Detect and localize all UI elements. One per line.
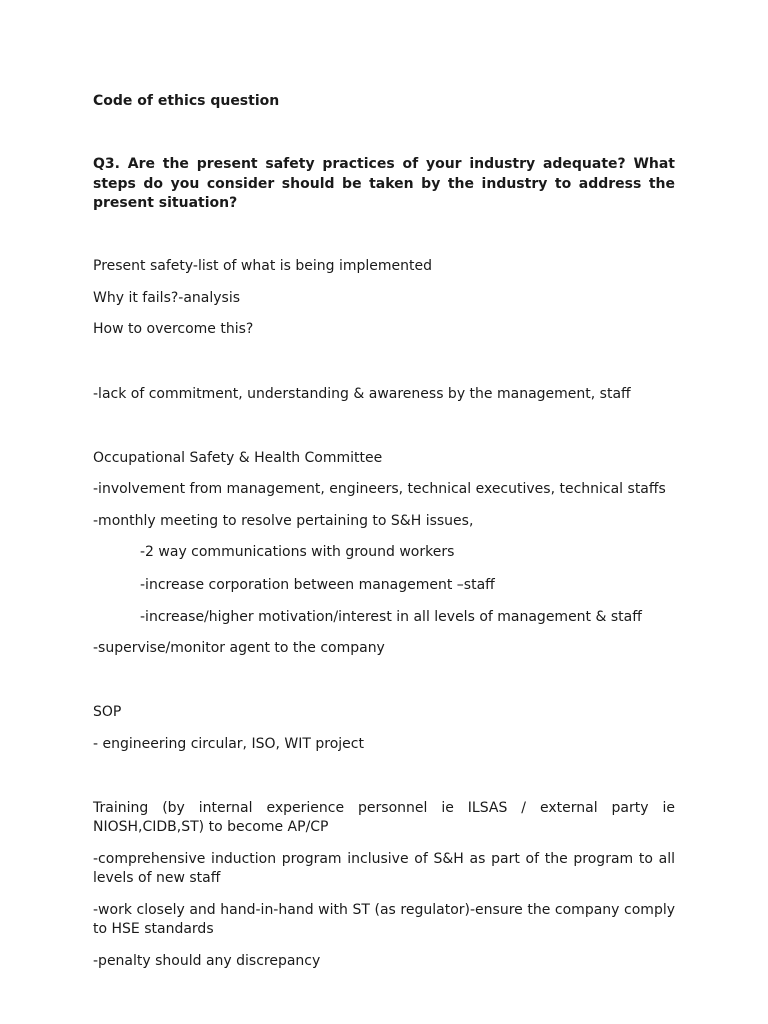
- question-paragraph: Q3. Are the present safety practices of your industry adequate? What steps do you consider should be taken by the industry to address the present situation?: [93, 156, 675, 211]
- training-paragraph: Training (by internal experience personnel ie ILSAS / external party ie NIOSH,CIDB,ST) to become AP/CP: [93, 800, 675, 835]
- lack-commitment-item: -lack of commitment, understanding & awareness by the management, staff: [93, 386, 631, 402]
- committee-sub-item-motivation: -increase/higher motivation/interest in all levels of management & staff: [140, 609, 642, 625]
- committee-sub-item-communications: -2 way communications with ground workers: [140, 544, 455, 560]
- sop-item: - engineering circular, ISO, WIT project: [93, 736, 364, 752]
- outline-item-why-fails: Why it fails?-analysis: [93, 290, 241, 306]
- committee-supervise-item: -supervise/monitor agent to the company: [93, 640, 385, 656]
- committee-sub-item-corporation: -increase corporation between management –staff: [140, 577, 495, 593]
- committee-involvement-item: -involvement from management, engineers, technical executives, technical staffs: [93, 481, 666, 497]
- sop-heading: SOP: [93, 704, 122, 720]
- document-title: Code of ethics question: [93, 93, 280, 109]
- outline-item-present-safety: Present safety-list of what is being implemented: [93, 258, 433, 274]
- training-penalty-item: -penalty should any discrepancy: [93, 953, 321, 969]
- outline-item-how-overcome: How to overcome this?: [93, 321, 254, 337]
- training-work-closely-item: -work closely and hand-in-hand with ST (as regulator)-ensure the company comply to HSE standards: [93, 902, 675, 937]
- committee-heading: Occupational Safety & Health Committee: [93, 450, 383, 466]
- committee-monthly-meeting-item: -monthly meeting to resolve pertaining to S&H issues,: [93, 513, 474, 529]
- training-induction-item: -comprehensive induction program inclusive of S&H as part of the program to all levels of new staff: [93, 851, 675, 886]
